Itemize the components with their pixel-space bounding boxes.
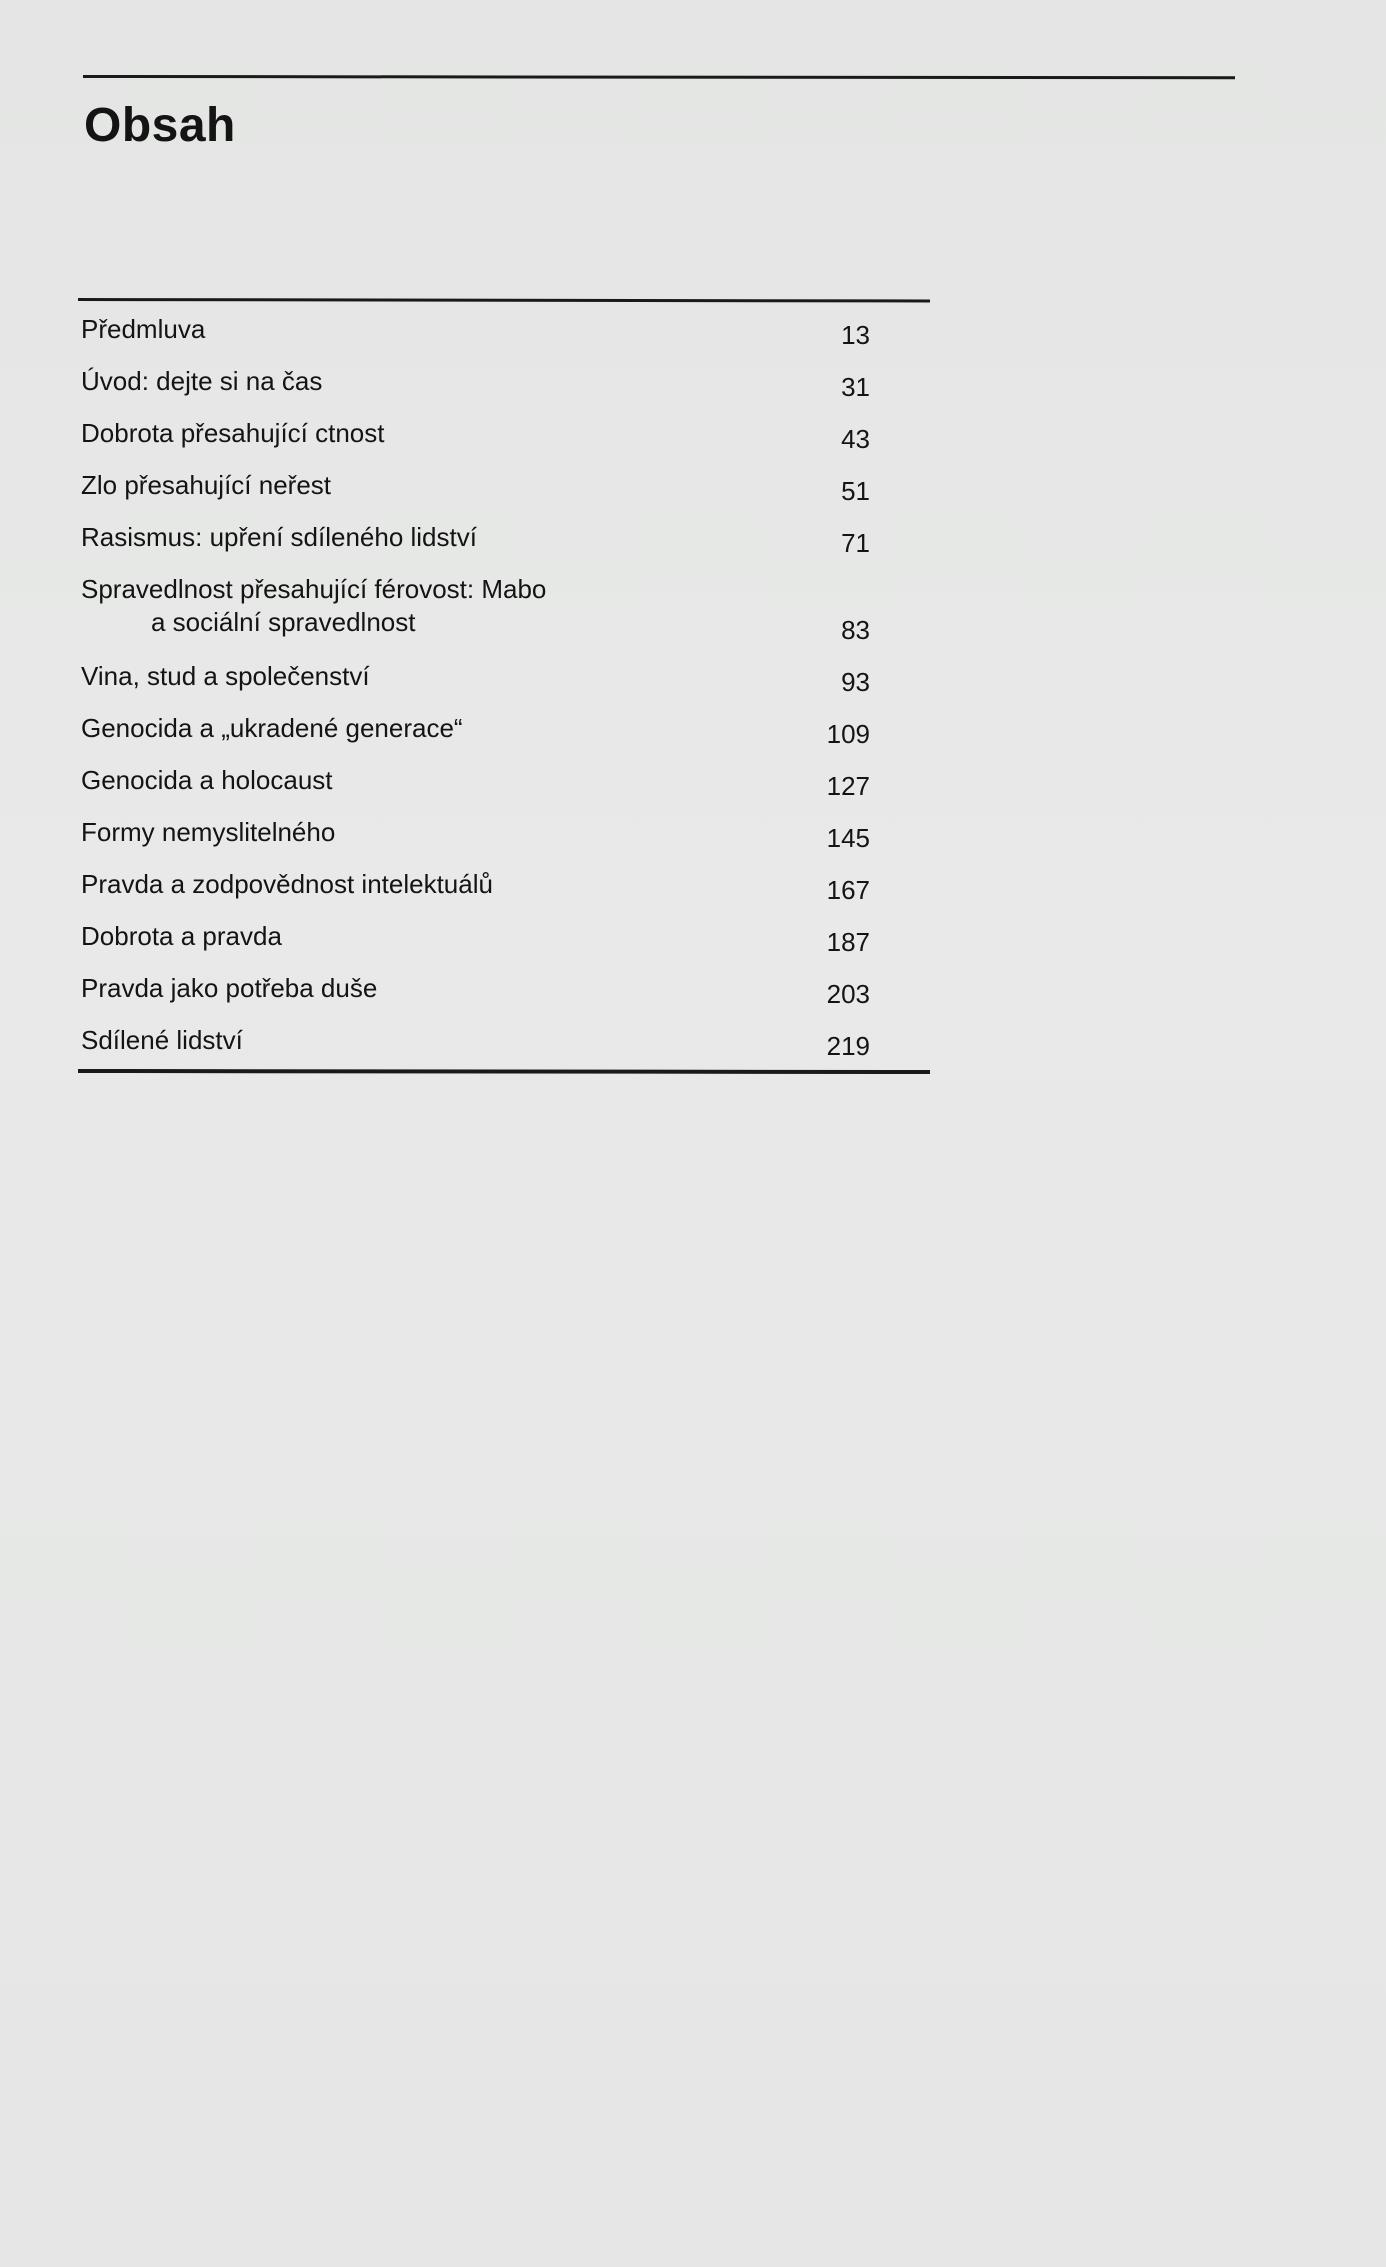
toc-entry-pravda-duse[interactable]	[78, 972, 930, 1024]
toc-entry-page: 31	[841, 372, 870, 402]
toc-entry-page: 167	[826, 875, 870, 905]
toc-entry-vina[interactable]	[78, 660, 930, 712]
toc-entry-formy[interactable]	[78, 816, 930, 868]
toc-entry-zlo[interactable]	[78, 469, 930, 521]
toc-entry-page: 13	[841, 320, 870, 350]
toc-entry-page: 51	[841, 476, 870, 506]
toc-top-rule	[78, 298, 930, 302]
toc-entry-title-line2: a sociální spravedlnost	[151, 607, 416, 637]
toc-entry-title: Předmluva	[81, 314, 206, 344]
toc-entry-title: Vina, stud a společenství	[81, 661, 370, 691]
toc-entry-title: Rasismus: upření sdíleného lidství	[81, 522, 477, 552]
toc-entry-title: Sdílené lidství	[81, 1025, 243, 1055]
toc-entry-title: Úvod: dejte si na čas	[81, 366, 323, 396]
toc-entry-page: 127	[826, 771, 870, 801]
toc-entry-genocida-generace[interactable]	[78, 712, 930, 764]
toc-entry-page: 219	[826, 1031, 870, 1061]
toc-entry-genocida-holocaust[interactable]	[78, 764, 930, 816]
toc-entry-title: Pravda a zodpovědnost intelektuálů	[81, 869, 493, 899]
toc-entry-dobrota-ctnost[interactable]	[78, 417, 930, 469]
toc-entry-rasismus[interactable]	[78, 521, 930, 573]
toc-entry-title: Dobrota a pravda	[81, 921, 282, 951]
top-rule	[83, 75, 1235, 79]
toc-entry-title-line1: Spravedlnost přesahující férovost: Mabo	[81, 574, 547, 604]
toc-entry-title: Formy nemyslitelného	[81, 817, 336, 847]
page-title: Obsah	[84, 99, 236, 152]
toc-entry-pravda-intelektualu[interactable]	[78, 868, 930, 920]
toc-entry-predmluva[interactable]	[78, 313, 930, 365]
toc-entry-page: 109	[826, 719, 870, 749]
toc-entry-page: 83	[841, 615, 870, 645]
toc-entry-title: Genocida a „ukradené generace“	[81, 713, 463, 743]
toc-entry-page: 203	[826, 979, 870, 1009]
toc-entry-page: 145	[826, 823, 870, 853]
toc-entry-title: Pravda jako potřeba duše	[81, 973, 378, 1003]
toc-entry-title: Zlo přesahující neřest	[81, 470, 332, 500]
toc-entry-dobrota-pravda[interactable]	[78, 920, 930, 972]
toc-entry-spravedlnost[interactable]	[78, 573, 930, 660]
toc-list	[78, 313, 930, 1076]
toc-entry-page: 93	[841, 667, 870, 697]
toc-entry-page: 71	[841, 528, 870, 558]
toc-entry-page: 43	[841, 424, 870, 454]
toc-entry-title: Genocida a holocaust	[81, 765, 333, 795]
toc-entry-title	[81, 573, 721, 639]
toc-entry-page: 187	[826, 927, 870, 957]
toc-entry-title: Dobrota přesahující ctnost	[81, 418, 385, 448]
toc-entry-uvod[interactable]	[78, 365, 930, 417]
